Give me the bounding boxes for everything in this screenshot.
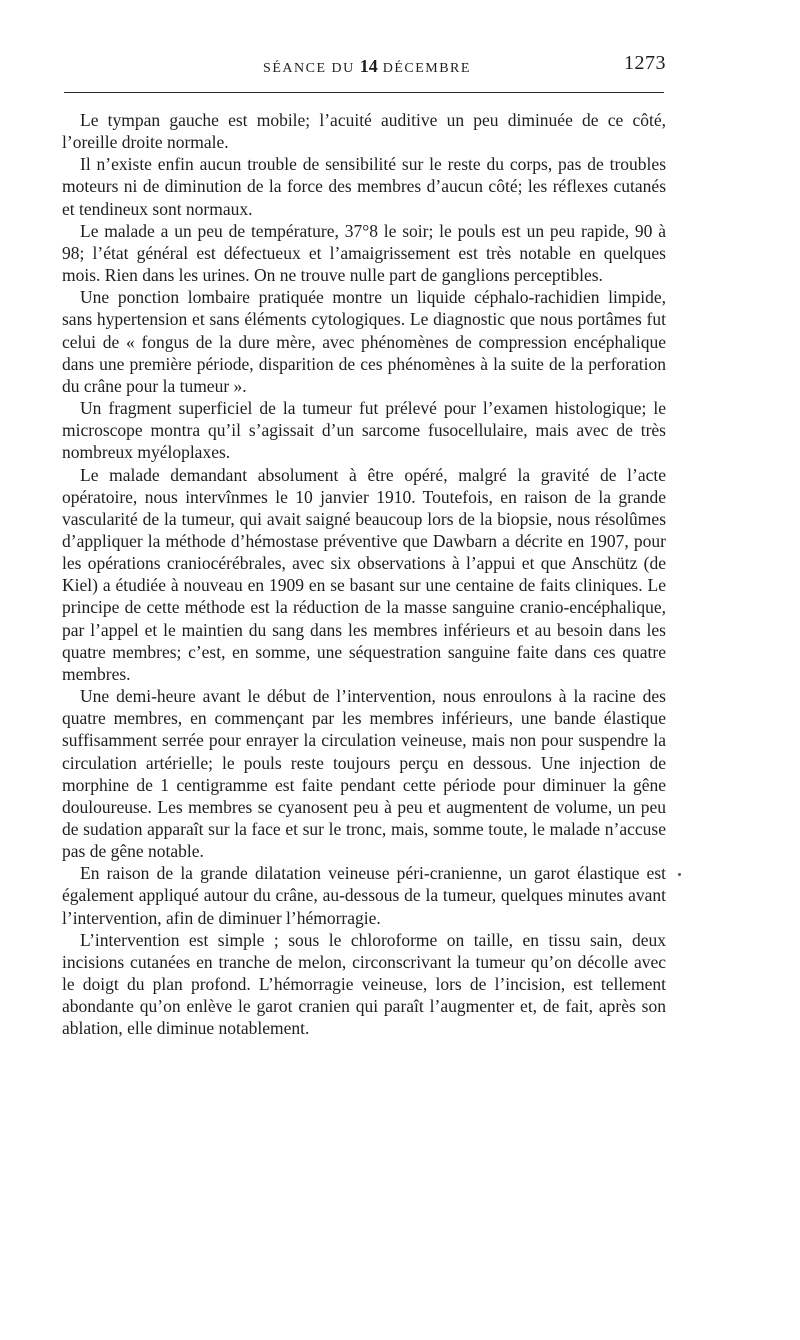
paragraph: Une ponction lombaire pratiquée montre un liquide céphalo-rachidien limpide, sans hypertension et sans éléments cytologiques. Le diagnostic que nous portâmes fut celui de « fongus de la dure mère, avec phénomènes de compression encéphalique dans une première période, disparition de ces phénomènes à la suite de la perforation du crâne pour la tumeur ».: [62, 287, 666, 396]
header-rule: [64, 92, 664, 93]
running-title-suffix: DÉCEMBRE: [382, 61, 471, 76]
body-text: [62, 109, 666, 1040]
paragraph: L’intervention est simple ; sous le chloroforme on taille, en tissu sain, deux incisions cutanées en tranche de melon, circonscrivant la tumeur qu’on décolle avec le doigt du plan profond. L’hémorragie veineuse, lors de l’incision, est tellement abondante qu’on enlève le garot cranien qui paraît l’augmenter et, de fait, après son ablation, elle diminue notablement.: [62, 929, 666, 1039]
running-title: [62, 56, 672, 77]
paragraph: En raison de la grande dilatation veineuse péri-cranienne, un garot élastique est également appliqué autour du crâne, au-dessous de la tumeur, quelques minutes avant l’intervention, afin de diminuer l’hémorragie.: [62, 863, 666, 928]
paragraph: Il n’existe enfin aucun trouble de sensibilité sur le reste du corps, pas de troubles moteurs ni de diminution de la force des membres d’aucun côté; les réflexes cutanés et tendineux sont normaux.: [62, 154, 666, 219]
running-header: [62, 52, 672, 82]
paragraph: Le malade a un peu de température, 37°8 le soir; le pouls est un peu rapide, 90 à 98; l’état général est défectueux et l’amaigrissement est très notable en quelques mois. Rien dans les urines. On ne trouve nulle part de ganglions perceptibles.: [62, 220, 666, 286]
page-number: 1273: [624, 52, 666, 74]
paper-speck: [678, 873, 681, 876]
paragraph: Le malade demandant absolument à être opéré, malgré la gravité de l’acte opératoire, nous intervînmes le 10 janvier 1910. Toutefois, en raison de la grande vascularité de la tumeur, qui avait saigné beaucoup lors de la biopsie, nous résolûmes d’appliquer la méthode d’hémostase préventive que Dawbarn a décrite en 1907, pour les opérations craniocérébrales, avec six observations à l’appui et que Anschütz (de Kiel) a étudiée à nouveau en 1909 en se basant sur une centaine de faits cliniques. Le principe de cette méthode est la réduction de la masse sanguine cranio-encéphalique, par l’appel et le maintien du sang dans les membres inférieurs et au besoin dans les quatre membres; c’est, en somme, une séquestration sanguine faite dans ces quatre membres.: [62, 464, 666, 684]
paragraph: Le tympan gauche est mobile; l’acuité auditive un peu diminuée de ce côté, l’oreille droite normale.: [62, 110, 666, 153]
running-title-day: 14: [359, 56, 378, 76]
paragraph: Une demi-heure avant le début de l’intervention, nous enroulons à la racine des quatre membres, en commençant par les membres inférieurs, une bande élastique suffisamment serrée pour enrayer la circulation veineuse, mais non pour suspendre la circulation artérielle; le pouls reste toujours perçu en dessous. Une injection de morphine de 1 centigramme est faite pendant cette période pour diminuer la gêne douloureuse. Les membres se cyanosent peu à peu et augmentent de volume, un peu de sudation apparaît sur la face et sur le tronc, mais, somme toute, le malade n’accuse pas de gêne notable.: [62, 686, 666, 862]
paragraph: Un fragment superficiel de la tumeur fut prélevé pour l’examen histologique; le microscope montra qu’il s’agissait d’un sarcome fusocellulaire, mais avec de très nombreux myéloplaxes.: [62, 398, 666, 463]
running-title-prefix: SÉANCE DU: [263, 61, 355, 76]
